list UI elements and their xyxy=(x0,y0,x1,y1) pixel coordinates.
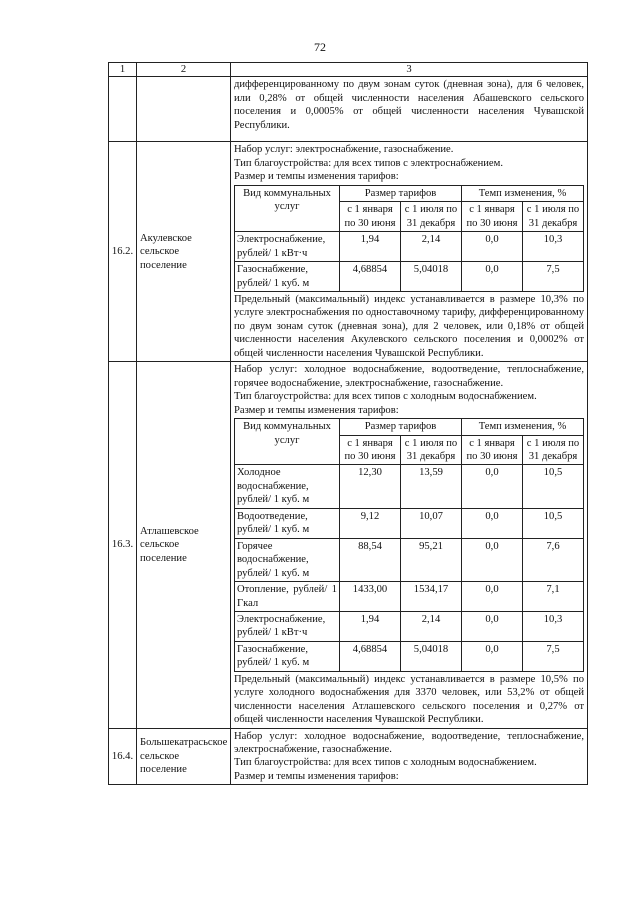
section-content xyxy=(231,142,588,362)
period-header: с 1 января по 30 июня xyxy=(340,202,401,232)
service-label: Электроснабжение, рублей/ 1 кВт·ч xyxy=(235,611,340,641)
section-number: 16.2. xyxy=(109,142,137,362)
services-text: Набор услуг: холодное водоснабжение, водоотведение, теплоснабжение, электроснабжение, газоснабжение. xyxy=(234,730,584,756)
tariff-value: 4,68854 xyxy=(340,641,401,671)
inner-tariff-table xyxy=(234,185,584,292)
change-header: Темп изменения, % xyxy=(462,419,584,435)
tariff-value: 9,12 xyxy=(340,508,401,538)
period-header: с 1 января по 30 июня xyxy=(462,202,523,232)
service-label: Холодное водоснабжение, рублей/ 1 куб. м xyxy=(235,465,340,508)
tariff-value: 2,14 xyxy=(401,232,462,262)
section-row xyxy=(109,728,588,785)
tariff-value: 5,04018 xyxy=(401,641,462,671)
service-label: Газоснабжение, рублей/ 1 куб. м xyxy=(235,262,340,292)
change-value: 0,0 xyxy=(462,465,523,508)
service-label: Отопление, рублей/ 1 Гкал xyxy=(235,582,340,612)
period-header: с 1 июля по 31 декабря xyxy=(401,435,462,465)
tariffs-title: Размер и темпы изменения тарифов: xyxy=(234,404,399,416)
service-label: Газоснабжение, рублей/ 1 куб. м xyxy=(235,641,340,671)
change-value: 0,0 xyxy=(462,538,523,581)
table-row xyxy=(235,508,584,538)
table-row xyxy=(235,232,584,262)
page-number: 72 xyxy=(314,40,326,54)
change-value: 7,5 xyxy=(523,641,584,671)
tariff-value: 1,94 xyxy=(340,611,401,641)
section-content xyxy=(231,362,588,728)
table-row xyxy=(235,538,584,581)
header-col-3: 3 xyxy=(231,63,588,77)
table-row xyxy=(235,582,584,612)
size-header: Размер тарифов xyxy=(340,419,462,435)
section-number: 16.3. xyxy=(109,362,137,728)
change-value: 10,5 xyxy=(523,465,584,508)
improvement-text: Тип благоустройства: для всех типов с холодным водоснабжением. xyxy=(234,757,537,769)
change-value: 7,1 xyxy=(523,582,584,612)
table-row xyxy=(235,465,584,508)
tariff-value: 1433,00 xyxy=(340,582,401,612)
header-col-1: 1 xyxy=(109,63,137,77)
continuation-text: дифференцированному по двум зонам суток (дневная зона), для 6 человек, или 0,28% от общей численности населения Абашевского сельского поселения и 0,0005% от общей численности населения Чувашской Республики. xyxy=(231,77,588,142)
section-name: Большекатрасьское сельское поселение xyxy=(137,728,231,785)
tariff-value: 5,04018 xyxy=(401,262,462,292)
change-value: 7,6 xyxy=(523,538,584,581)
change-header: Темп изменения, % xyxy=(462,185,584,201)
change-value: 10,3 xyxy=(523,232,584,262)
tariff-value: 95,21 xyxy=(401,538,462,581)
section-name: Атлашевское сельское поселение xyxy=(137,362,231,728)
inner-tariff-table xyxy=(234,418,584,672)
services-text: Набор услуг: электроснабжение, газоснабжение. xyxy=(234,144,454,156)
tariff-value: 12,30 xyxy=(340,465,401,508)
period-header: с 1 января по 30 июня xyxy=(340,435,401,465)
change-value: 0,0 xyxy=(462,232,523,262)
period-header: с 1 января по 30 июня xyxy=(462,435,523,465)
tariff-value: 88,54 xyxy=(340,538,401,581)
service-label: Горячее водоснабжение, рублей/ 1 куб. м xyxy=(235,538,340,581)
header-row xyxy=(109,63,588,77)
change-value: 0,0 xyxy=(462,508,523,538)
tariff-value: 4,68854 xyxy=(340,262,401,292)
kind-header: Вид коммунальных услуг xyxy=(235,185,340,231)
tariffs-title: Размер и темпы изменения тарифов: xyxy=(234,171,399,183)
section-number: 16.4. xyxy=(109,728,137,785)
section-row xyxy=(109,362,588,728)
tariff-value: 13,59 xyxy=(401,465,462,508)
change-value: 10,5 xyxy=(523,508,584,538)
service-label: Водоотведение, рублей/ 1 куб. м xyxy=(235,508,340,538)
change-value: 0,0 xyxy=(462,262,523,292)
tariff-value: 2,14 xyxy=(401,611,462,641)
improvement-text: Тип благоустройства: для всех типов с электроснабжением. xyxy=(234,157,503,169)
period-header: с 1 июля по 31 декабря xyxy=(523,202,584,232)
continuation-row xyxy=(109,77,588,142)
table-row xyxy=(235,641,584,671)
period-header: с 1 июля по 31 декабря xyxy=(401,202,462,232)
kind-header: Вид коммунальных услуг xyxy=(235,419,340,465)
tariff-value: 1,94 xyxy=(340,232,401,262)
header-col-2: 2 xyxy=(137,63,231,77)
change-value: 0,0 xyxy=(462,611,523,641)
tariff-value: 1534,17 xyxy=(401,582,462,612)
services-text: Набор услуг: холодное водоснабжение, водоотведение, теплоснабжение, горячее водоснабжение, электроснабжение, газоснабжение. xyxy=(234,364,584,389)
period-header: с 1 июля по 31 декабря xyxy=(523,435,584,465)
tariff-value: 10,07 xyxy=(401,508,462,538)
change-value: 10,3 xyxy=(523,611,584,641)
limit-note: Предельный (максимальный) индекс устанавливается в размере 10,3% по услуге электроснабжения по одноставочному тарифу, дифференцированному по двум зонам суток (дневная зона), для 2 человек, или 0,18% от общей численности населения Акулевского сельского поселения и 0,0002% от общей численности населения Чувашской Республики. xyxy=(234,293,584,359)
section-name: Акулевское сельское поселение xyxy=(137,142,231,362)
section-content xyxy=(231,728,588,785)
table-row xyxy=(235,611,584,641)
table-row xyxy=(235,262,584,292)
limit-note: Предельный (максимальный) индекс устанавливается в размере 10,5% по услуге холодного водоснабжения для 3370 человек, или 53,2% от общей численности населения Атлашевского сельского поселения и 0,27% от общей численности населения Чувашской Республики. xyxy=(234,673,584,726)
improvement-text: Тип благоустройства: для всех типов с холодным водоснабжением. xyxy=(234,391,537,403)
tariffs-title: Размер и темпы изменения тарифов: xyxy=(234,770,399,782)
service-label: Электроснабжение, рублей/ 1 кВт·ч xyxy=(235,232,340,262)
tariff-table xyxy=(108,62,588,785)
size-header: Размер тарифов xyxy=(340,185,462,201)
change-value: 7,5 xyxy=(523,262,584,292)
section-row xyxy=(109,142,588,362)
change-value: 0,0 xyxy=(462,582,523,612)
change-value: 0,0 xyxy=(462,641,523,671)
